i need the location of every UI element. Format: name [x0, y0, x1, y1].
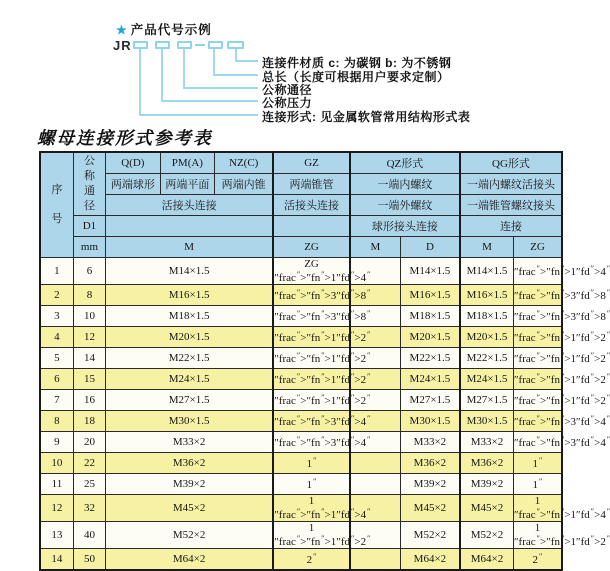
cell-qz-d: M16×1.5 [400, 285, 460, 306]
header-zg-gz: ZG [273, 237, 350, 258]
product-code-heading-text: 产品代号示例 [130, 23, 212, 37]
header-q: Q(D) [106, 152, 161, 174]
cell-dn: 15 [73, 369, 105, 390]
table-row [40, 522, 562, 549]
header-mm: mm [73, 237, 105, 258]
table-row [40, 495, 562, 522]
cell-dn: 22 [73, 453, 105, 474]
cell-seq: 7 [40, 390, 73, 411]
header-nz-desc: 两端内锥 [215, 174, 274, 195]
table-row [40, 390, 562, 411]
cell-qz-d: M22×1.5 [400, 348, 460, 369]
header-qz-desc1: 一端内螺纹 [350, 174, 460, 195]
cell-gz: ″frac″>″fn″>1″fd″ ″ [273, 327, 350, 348]
cell-qg-zg: ″frac″>″fn″>1″fd″>2″ [513, 369, 562, 390]
header-dn: 公称通径 [73, 152, 105, 216]
cell-qg-zg: 1 ″frac″>″fn″>1″fd″>4″ [513, 495, 610, 521]
cell-m-common: M14×1.5 [106, 258, 274, 285]
header-gz-conn: 活接头连接 [273, 195, 350, 216]
cell-qz-d: M36×2 [400, 453, 460, 474]
cell-gz: 1″ [273, 474, 350, 495]
cell-dn: 12 [73, 327, 105, 348]
table-row [40, 327, 562, 348]
cell-qg-m: M22×1.5 [460, 348, 514, 369]
cell-qz-d: M14×1.5 [400, 258, 460, 285]
cell-gz: ″frac″>″fn″>1″fd″ ″ [273, 369, 350, 390]
cell-seq: 9 [40, 432, 73, 453]
cell-seq: 6 [40, 369, 73, 390]
header-qz-desc2: 一端外螺纹 [350, 195, 460, 216]
cell-gz: 1″ [273, 453, 350, 474]
header-m-common: M [106, 237, 274, 258]
cell-seq: 1 [40, 258, 73, 285]
cell-m-common: M45×2 [106, 495, 274, 522]
cell-seq: 2 [40, 285, 73, 306]
cell-qg-m: M20×1.5 [460, 327, 514, 348]
header-m-qz: M [350, 237, 400, 258]
header-pm-desc: 两端平面 [160, 174, 215, 195]
cell-dn: 50 [73, 549, 105, 571]
cell-seq: 13 [40, 522, 73, 549]
cell-qz-m [350, 474, 400, 495]
cell-m-common: M24×1.5 [106, 369, 274, 390]
cell-gz: ″frac″>″fn″>3″fd″ ″ [273, 432, 350, 453]
cell-qg-zg: ″frac″>″fn″>3″fd″>4″ [513, 432, 562, 453]
cell-m-common: M36×2 [106, 453, 274, 474]
cell-gz: 1 ″frac″>″fn″>1″fd″ ″ [274, 495, 371, 521]
cell-qg-zg: ″frac″>″fn″>1″fd″>4″ [513, 258, 562, 285]
cell-gz: ″frac″>″fn″>3″fd″ ″ [273, 306, 350, 327]
cell-seq: 5 [40, 348, 73, 369]
table-row [40, 369, 562, 390]
table-body [40, 258, 610, 571]
cell-seq: 4 [40, 327, 73, 348]
header-union-conn: 活接头连接 [106, 195, 274, 216]
cell-m-common: M39×2 [106, 474, 274, 495]
cell-qg-m: M14×1.5 [460, 258, 514, 285]
table-row [40, 285, 562, 306]
code-prefix: JR [113, 38, 132, 53]
cell-gz: ″frac″>″fn″>3″fd″ ″ [273, 285, 350, 306]
cell-seq: 8 [40, 411, 73, 432]
star-icon: ★ [116, 23, 128, 37]
header-zg-qg: ZG [513, 237, 562, 258]
diagram-label-connection: 连接形式: 见金属软管常用结构形式表 [262, 110, 471, 124]
header-empty-gz [273, 216, 350, 237]
cell-qg-zg: 1″ [513, 453, 562, 474]
cell-qz-d: M64×2 [400, 549, 460, 571]
cell-qg-m: M64×2 [460, 549, 514, 571]
cell-qz-d: M18×1.5 [400, 306, 460, 327]
cell-dn: 18 [73, 411, 105, 432]
diagram-label-diameter: 公称通径 [262, 83, 313, 97]
cell-dn: 16 [73, 390, 105, 411]
cell-qz-d: M33×2 [400, 432, 460, 453]
header-seq: 序号 [40, 152, 73, 258]
cell-gz: ″frac″>″fn″>3″fd″ ″ [273, 411, 350, 432]
table-row [40, 411, 562, 432]
header-m-qg: M [460, 237, 514, 258]
cell-seq: 12 [40, 495, 73, 522]
diagram-label-length: 总长（长度可根据用户要求定制） [262, 70, 450, 84]
cell-qg-m: M16×1.5 [460, 285, 514, 306]
cell-qg-zg: 1 ″frac″>″fn″>1″fd″>2″ [513, 522, 610, 548]
cell-qg-m: M45×2 [460, 495, 514, 522]
cell-gz: ZG ″frac″>″fn″>1″fd″ ″ [274, 258, 371, 284]
cell-seq: 14 [40, 549, 73, 571]
cell-qz-d: M27×1.5 [400, 390, 460, 411]
cell-dn: 32 [73, 495, 105, 522]
cell-qz-d: M39×2 [400, 474, 460, 495]
cell-qz-m [350, 453, 400, 474]
cell-qg-m: M24×1.5 [460, 369, 514, 390]
cell-gz: 2″ [273, 549, 350, 571]
header-empty-left [106, 216, 274, 237]
table-row [40, 474, 562, 495]
header-qg-conn: 连接 [460, 216, 562, 237]
cell-m-common: M52×2 [106, 522, 274, 549]
cell-qz-d: M45×2 [400, 495, 460, 522]
cell-qg-zg: ″frac″>″fn″>3″fd″>4″ [513, 411, 562, 432]
cell-m-common: M27×1.5 [106, 390, 274, 411]
cell-qg-zg: ″frac″>″fn″>1″fd″>2″ [513, 390, 562, 411]
table-row [40, 306, 562, 327]
header-gz: GZ [273, 152, 350, 174]
table-row [40, 348, 562, 369]
cell-gz: ″frac″>″fn″>1″fd″ ″ [273, 390, 350, 411]
cell-qz-m [350, 549, 400, 571]
header-qz: QZ形式 [350, 152, 460, 174]
diagram-label-pressure: 公称压力 [262, 96, 313, 110]
diagram-label-material: 连接件材质 c: 为碳钢 b: 为不锈钢 [262, 56, 452, 70]
table-title: 螺母连接形式参考表 [37, 128, 213, 148]
cell-qg-m: M33×2 [460, 432, 514, 453]
header-qg-desc1: 一端内螺纹活接头 [460, 174, 562, 195]
cell-m-common: M16×1.5 [106, 285, 274, 306]
cell-dn: 10 [73, 306, 105, 327]
cell-m-common: M18×1.5 [106, 306, 274, 327]
cell-seq: 10 [40, 453, 73, 474]
cell-m-common: M33×2 [106, 432, 274, 453]
cell-qg-zg: ″frac″>″fn″>3″fd″>8″ [513, 285, 562, 306]
cell-m-common: M64×2 [106, 549, 274, 571]
cell-m-common: M20×1.5 [106, 327, 274, 348]
cell-dn: 25 [73, 474, 105, 495]
cell-seq: 11 [40, 474, 73, 495]
nut-connection-table [39, 151, 610, 571]
cell-qg-m: M18×1.5 [460, 306, 514, 327]
header-d1: D1 [73, 216, 105, 237]
cell-qz-d: M52×2 [400, 522, 460, 549]
table-row [40, 258, 562, 285]
cell-m-common: M30×1.5 [106, 411, 274, 432]
cell-qg-zg: 1″ [513, 474, 562, 495]
cell-gz: 1 ″frac″>″fn″>1″fd″ ″ [274, 522, 371, 548]
header-pm: PM(A) [160, 152, 215, 174]
cell-qg-m: M27×1.5 [460, 390, 514, 411]
cell-seq: 3 [40, 306, 73, 327]
cell-dn: 6 [73, 258, 105, 285]
cell-qz-d: M20×1.5 [400, 327, 460, 348]
header-d-qz: D [400, 237, 460, 258]
cell-qg-m: M39×2 [460, 474, 514, 495]
cell-qg-zg: 2″ [513, 549, 562, 571]
cell-qz-d: M30×1.5 [400, 411, 460, 432]
table-header [40, 152, 562, 258]
cell-m-common: M22×1.5 [106, 348, 274, 369]
header-qg-desc2: 一端锥管螺纹接头 [460, 195, 562, 216]
cell-qg-m: M52×2 [460, 522, 514, 549]
header-qg: QG形式 [460, 152, 562, 174]
cell-qg-zg: ″frac″>″fn″>1″fd″>2″ [513, 348, 562, 369]
cell-qz-d: M24×1.5 [400, 369, 460, 390]
cell-qg-zg: ″frac″>″fn″>3″fd″>8″ [513, 306, 562, 327]
cell-dn: 8 [73, 285, 105, 306]
cell-qg-m: M30×1.5 [460, 411, 514, 432]
cell-dn: 14 [73, 348, 105, 369]
header-nz: NZ(C) [215, 152, 274, 174]
table-row [40, 549, 562, 571]
table-row [40, 432, 562, 453]
cell-qg-m: M36×2 [460, 453, 514, 474]
header-q-desc: 两端球形 [106, 174, 161, 195]
header-qz-conn: 球形接头连接 [350, 216, 460, 237]
cell-qg-zg: ″frac″>″fn″>1″fd″>2″ [513, 327, 562, 348]
cell-dn: 20 [73, 432, 105, 453]
header-gz-desc: 两端锥管 [273, 174, 350, 195]
table-row [40, 453, 562, 474]
cell-gz: ″frac″>″fn″>1″fd″ ″ [273, 348, 350, 369]
cell-dn: 40 [73, 522, 105, 549]
